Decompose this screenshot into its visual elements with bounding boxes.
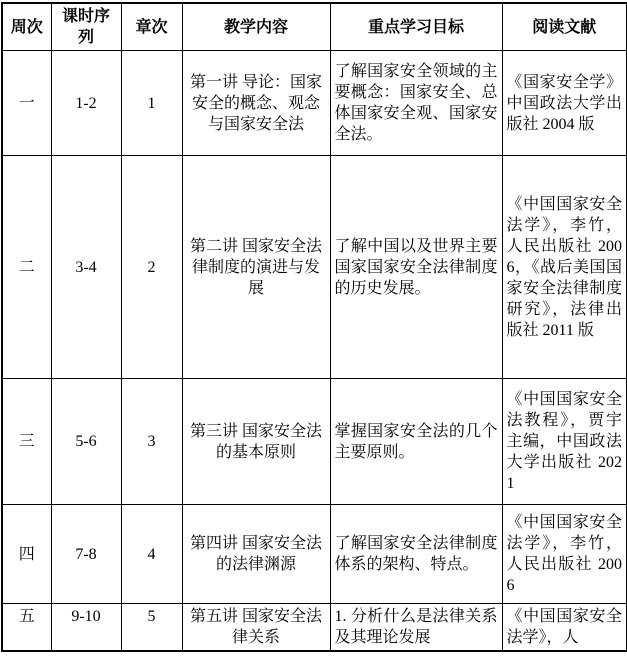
header-row <box>2 3 627 51</box>
goal-cell: 了解国家安全法律制度体系的架构、特点。 <box>330 505 502 604</box>
table-row <box>2 51 627 156</box>
week-cell: 一 <box>2 51 51 156</box>
column-header-content: 教学内容 <box>182 3 330 51</box>
content-cell: 第三讲 国家安全法的基本原则 <box>182 379 330 505</box>
hours-cell: 3-4 <box>51 156 121 379</box>
goal-cell: 了解中国以及世界主要国家国家安全法律制度的历史发展。 <box>330 156 502 379</box>
reading-cell: 《中国国家安全法学》，李竹，人民出版社 2006，《战后美国国家安全法律制度研究》，法律出版社 2011 版 <box>502 156 627 379</box>
content-cell: 第一讲 导论：国家安全的概念、观念与国家安全法 <box>182 51 330 156</box>
column-header-hours: 课时序列 <box>51 3 121 51</box>
goal-cell: 1. 分析什么是法律关系及其理论发展 <box>330 604 502 652</box>
hours-cell: 1-2 <box>51 51 121 156</box>
reading-cell: 《中国国家安全法教程》，贾宇主编，中国政法大学出版社 2021 <box>502 379 627 505</box>
reading-cell: 《中国国家安全法学》，人 <box>502 604 627 652</box>
table-row <box>2 379 627 505</box>
content-cell: 第五讲 国家安全法律关系 <box>182 604 330 652</box>
week-cell: 五 <box>2 604 51 652</box>
chapter-cell: 5 <box>121 604 182 652</box>
table-row <box>2 505 627 604</box>
column-header-week: 周次 <box>2 3 51 51</box>
column-header-reading: 阅读文献 <box>502 3 627 51</box>
content-cell: 第四讲 国家安全法的法律渊源 <box>182 505 330 604</box>
goal-cell: 掌握国家安全法的几个主要原则。 <box>330 379 502 505</box>
column-header-goal: 重点学习目标 <box>330 3 502 51</box>
week-cell: 四 <box>2 505 51 604</box>
hours-cell: 9-10 <box>51 604 121 652</box>
chapter-cell: 4 <box>121 505 182 604</box>
table-row <box>2 604 627 652</box>
reading-cell: 《中国国家安全法学》，李竹，人民出版社 2006 <box>502 505 627 604</box>
course-schedule-table <box>1 2 627 652</box>
column-header-chapter: 章次 <box>121 3 182 51</box>
chapter-cell: 1 <box>121 51 182 156</box>
week-cell: 三 <box>2 379 51 505</box>
goal-cell: 了解国家安全领域的主要概念：国家安全、总体国家安全观、国家安全法。 <box>330 51 502 156</box>
hours-cell: 7-8 <box>51 505 121 604</box>
content-cell: 第二讲 国家安全法律制度的演进与发展 <box>182 156 330 379</box>
table-row <box>2 156 627 379</box>
hours-cell: 5-6 <box>51 379 121 505</box>
week-cell: 二 <box>2 156 51 379</box>
chapter-cell: 2 <box>121 156 182 379</box>
chapter-cell: 3 <box>121 379 182 505</box>
reading-cell: 《国家安全学》中国政法大学出版社 2004 版 <box>502 51 627 156</box>
